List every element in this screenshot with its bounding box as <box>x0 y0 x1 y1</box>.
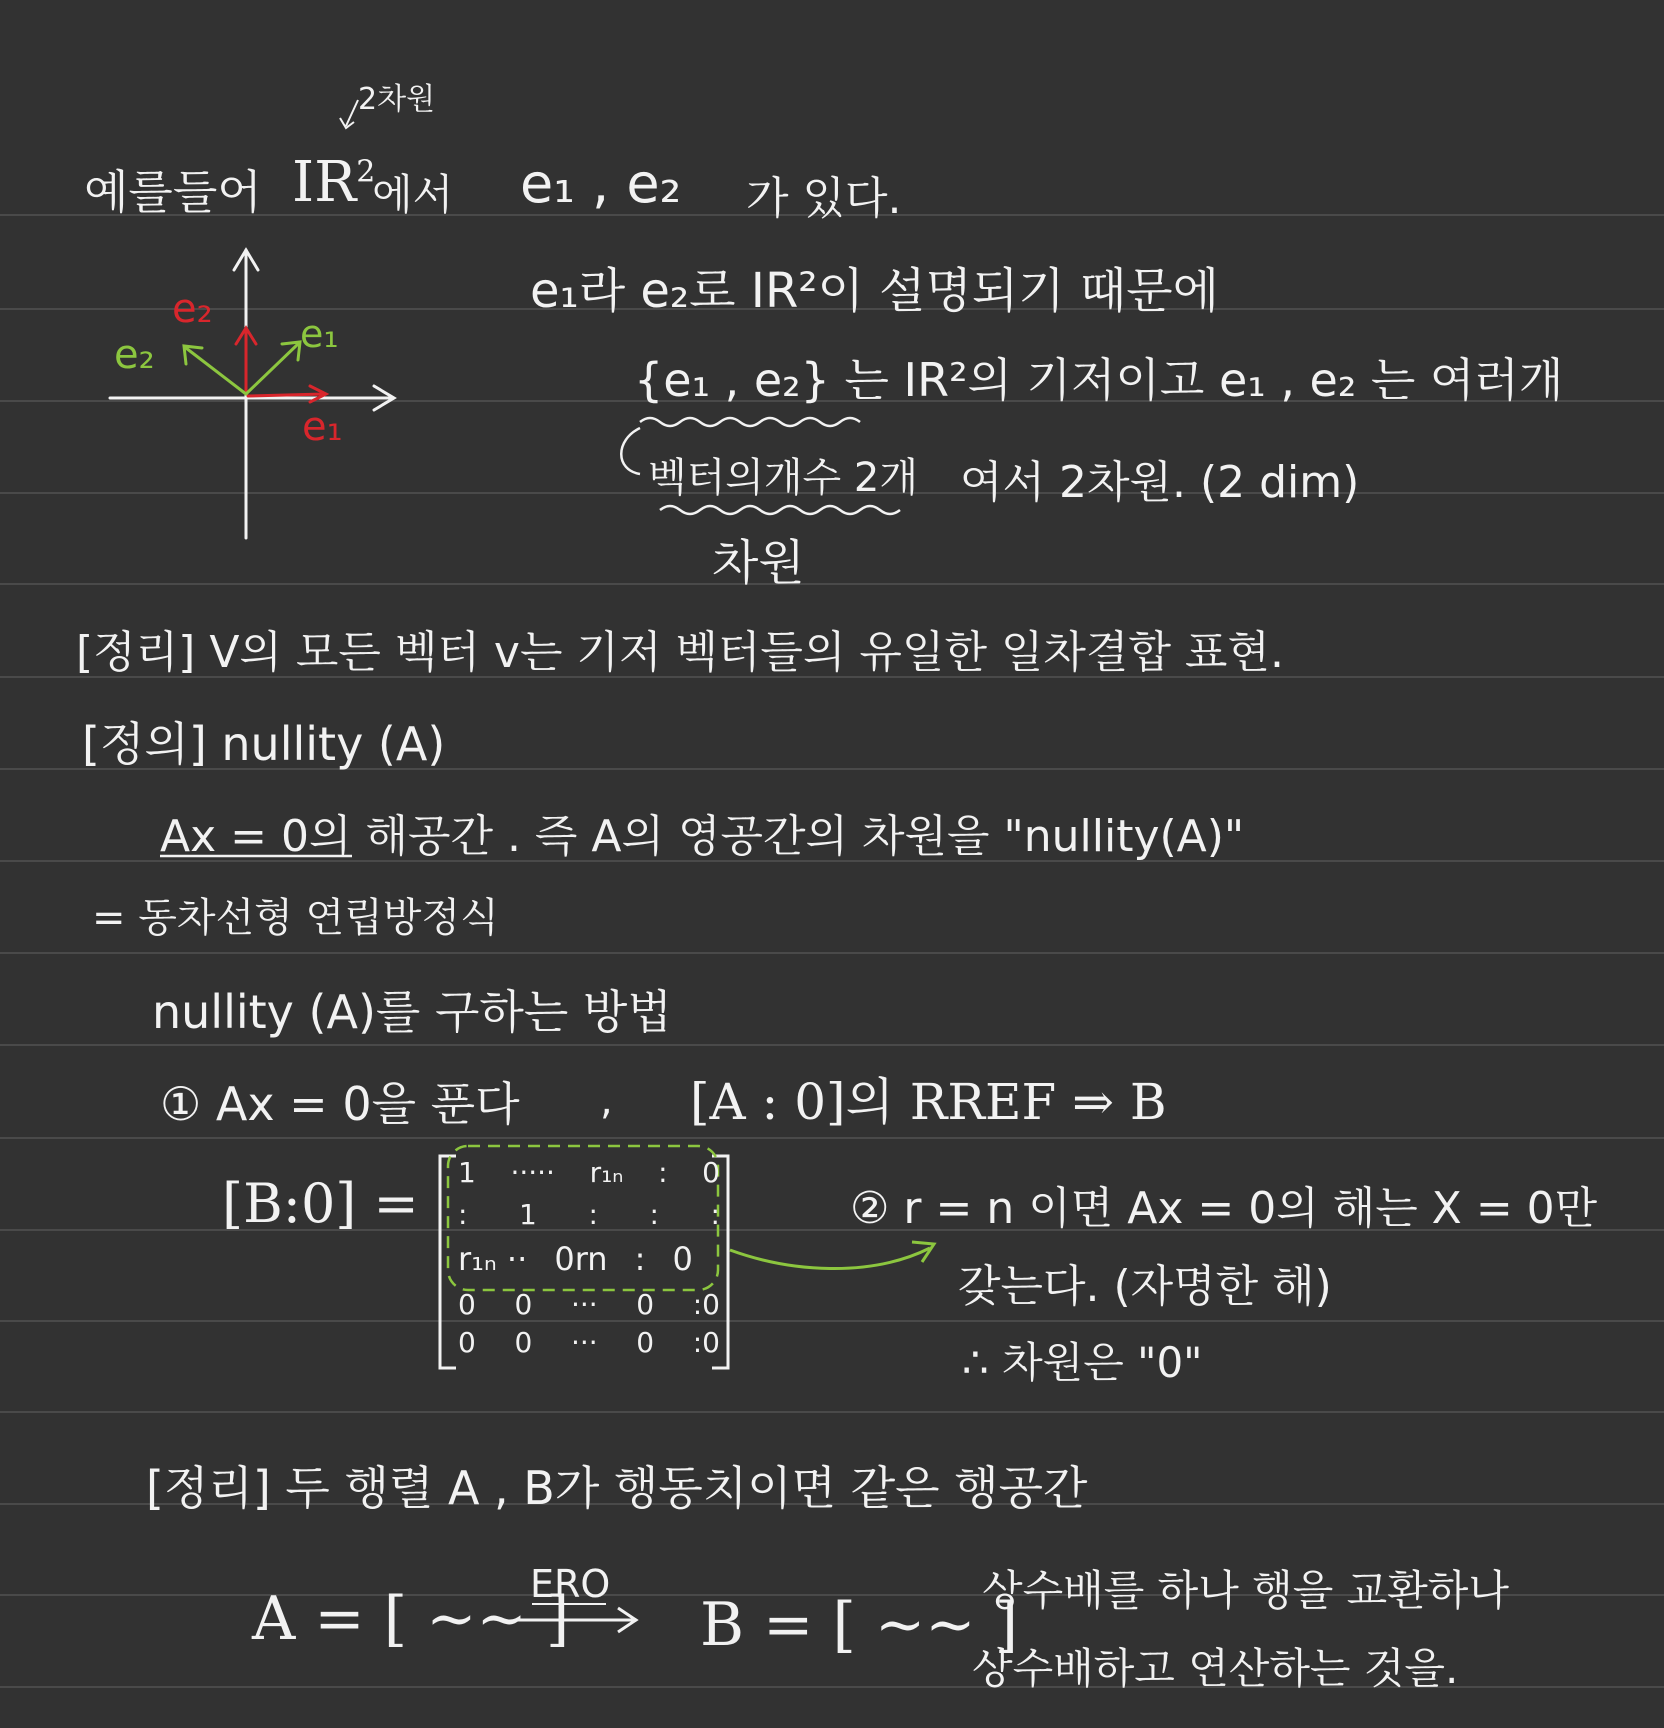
theorem2: [정리] 두 행렬 A , B가 행동치이면 같은 행공간 <box>146 1461 1088 1515</box>
annotation-2d: 2차원 <box>358 82 436 117</box>
step1-comma: , <box>600 1078 613 1124</box>
axes-diagram <box>110 250 394 538</box>
definition-title: [정의] nullity (A) <box>82 717 446 771</box>
space-dimension: 2 <box>356 154 376 190</box>
label-green-e2: e₂ <box>114 332 155 378</box>
line1-suffix: 가 있다. <box>746 173 902 224</box>
green-vector-left <box>186 348 246 394</box>
line1-prefix: 예를들어 <box>84 165 262 219</box>
line4-rest: 여서 2차원. (2 dim) <box>960 457 1360 508</box>
matrix-cell: r₁ₙ ·· <box>458 1240 528 1278</box>
line2-span: e₁라 e₂로 IR²이 설명되기 때문에 <box>530 263 1220 319</box>
matrix-cell: : <box>649 1198 659 1231</box>
matrix-cell: 0 <box>672 1240 693 1278</box>
step2-line3: ∴ 차원은 "0" <box>962 1338 1203 1387</box>
line1-middle: 에서 <box>372 170 454 219</box>
line1-vectors: e₁ , e₂ <box>520 152 682 215</box>
theorem1: [정리] V의 모든 벡터 v는 기저 벡터들의 유일한 일차결합 표현. <box>76 627 1284 678</box>
green-arrow <box>730 1248 930 1269</box>
label-red-e2: e₂ <box>172 286 213 332</box>
method-title: nullity (A)를 구하는 방법 <box>152 985 672 1039</box>
matrix-cell: : <box>710 1198 720 1231</box>
matrix-cell: :0 <box>692 1288 720 1321</box>
matrix-row <box>458 1156 720 1198</box>
ero-left-matrix: A = [ ~~ ] <box>252 1584 570 1654</box>
line3-basis: {e₁ , e₂} 는 IR²의 기저이고 e₁ , e₂ 는 여러개 <box>634 353 1564 407</box>
matrix-cell: r₁ₙ <box>589 1156 624 1189</box>
red-vector-right <box>248 394 324 396</box>
matrix-row <box>458 1288 720 1326</box>
matrix-cell: 0 <box>702 1156 720 1189</box>
matrix-label: [B:0] = <box>222 1172 419 1235</box>
matrix-cell: :0 <box>692 1326 720 1359</box>
line5-dimension: 차원 <box>712 535 805 591</box>
definition-note: = 동차선형 연립방정식 <box>92 895 499 941</box>
matrix-cell: 0rn <box>554 1240 608 1278</box>
wavy-underline-count <box>660 506 900 514</box>
matrix-cell: 0 <box>514 1326 533 1359</box>
matrix-cell: ····· <box>510 1156 555 1189</box>
matrix-cell: 0 <box>636 1326 655 1359</box>
annotation-arrow <box>340 100 358 128</box>
matrix-row <box>458 1240 720 1288</box>
step2-line1: ② r = n 이면 Ax = 0의 해는 X = 0만 <box>850 1183 1598 1234</box>
matrix-cell: : <box>658 1156 668 1189</box>
ero-label: ERO <box>530 1562 611 1606</box>
label-red-e1: e₁ <box>302 404 343 450</box>
connector-curve <box>621 428 640 474</box>
step2-line2: 갖는다. (자명한 해) <box>958 1261 1332 1312</box>
ero-note-2: 상수배하고 연산하는 것을. <box>972 1644 1459 1693</box>
matrix-cell: ··· <box>570 1288 598 1321</box>
ero-note-1: 상수배를 하나 행을 교환하나 <box>982 1566 1509 1615</box>
matrix-cell: 0 <box>514 1288 533 1321</box>
green-vector-right <box>246 344 298 394</box>
label-green-e1: e₁ <box>300 312 339 356</box>
matrix-cell: : <box>458 1198 468 1231</box>
matrix-cell: 0 <box>458 1326 476 1359</box>
wavy-underline-basis <box>640 418 860 426</box>
matrix-cell: 0 <box>636 1288 655 1321</box>
space-r: IR <box>292 150 357 215</box>
matrix <box>458 1156 720 1364</box>
matrix-cell: ··· <box>570 1326 598 1359</box>
matrix-cell: 1 <box>519 1198 537 1231</box>
matrix-row <box>458 1326 720 1364</box>
matrix-row <box>458 1198 720 1240</box>
matrix-cell: : <box>588 1198 598 1231</box>
matrix-cell: 1 <box>458 1156 476 1189</box>
ero-right-matrix: B = [ ~~ ] <box>700 1590 1019 1660</box>
step1-left: ① Ax = 0을 푼다 <box>160 1077 520 1131</box>
definition-body: Ax = 0의 해공간 . 즉 A의 영공간의 차원을 "nullity(A)" <box>160 811 1245 862</box>
line4-brace-text: 벡터의개수 2개 <box>648 455 919 501</box>
matrix-cell: : <box>634 1240 646 1278</box>
step1-right: [A : 0]의 RREF ⇒ B <box>690 1073 1167 1131</box>
line1-space <box>292 150 375 215</box>
matrix-cell: 0 <box>458 1288 476 1321</box>
